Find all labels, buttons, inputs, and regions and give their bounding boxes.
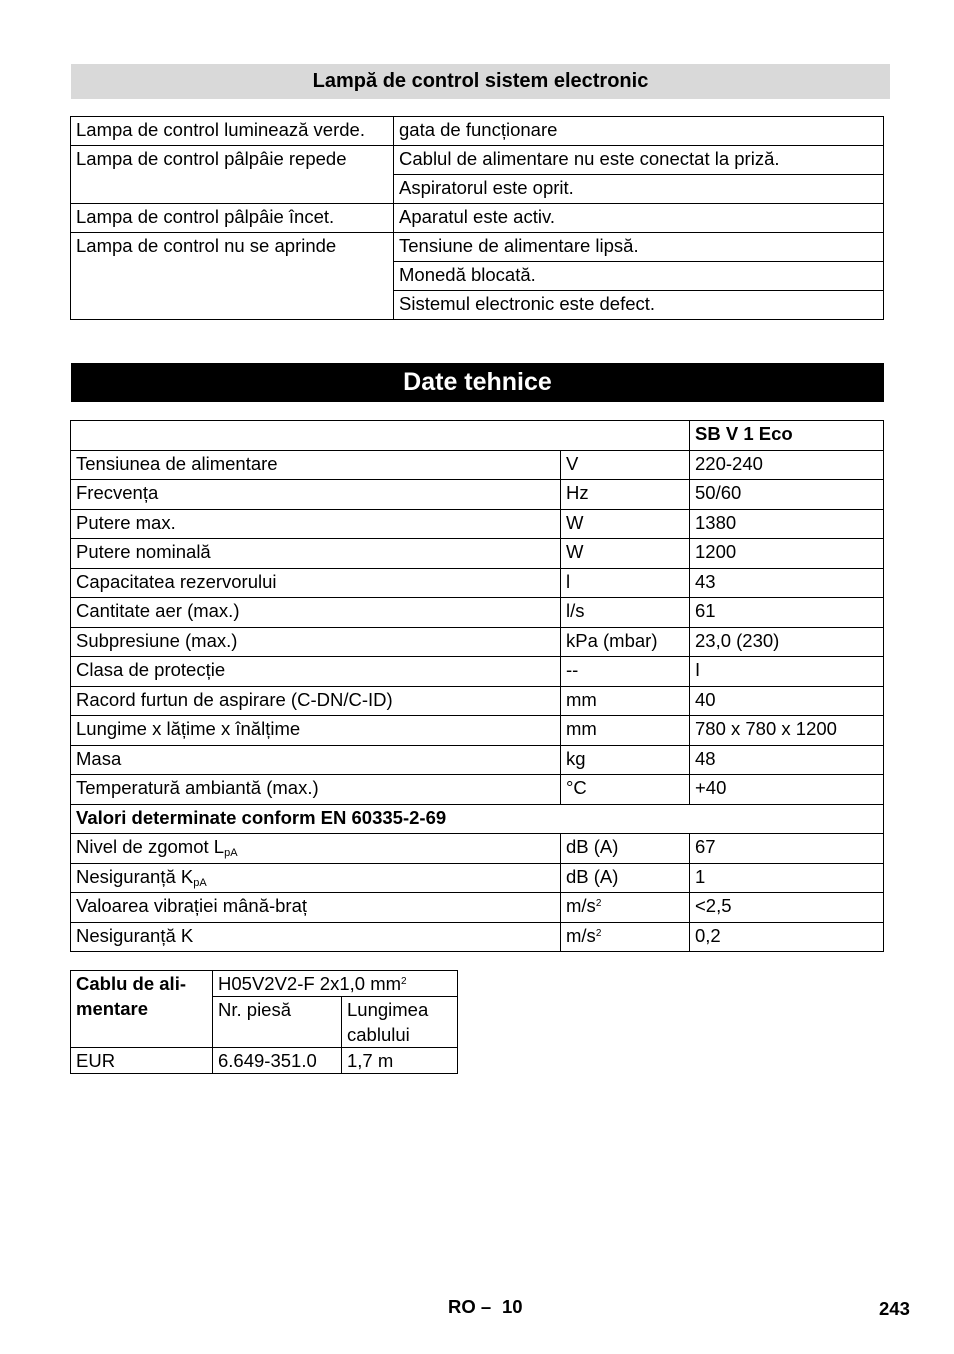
cable-label: Cablu de ali- mentare bbox=[71, 971, 213, 1048]
param-unit: dB (A) bbox=[561, 863, 690, 893]
param-value: +40 bbox=[690, 775, 884, 805]
model-name: SB V 1 Eco bbox=[690, 421, 884, 451]
lamp-meaning: Sistemul electronic este defect. bbox=[394, 291, 884, 320]
param-unit: dB (A) bbox=[561, 834, 690, 864]
table-row bbox=[71, 657, 884, 687]
table-row bbox=[71, 893, 884, 923]
param-name: Putere nominală bbox=[71, 539, 561, 569]
table-row bbox=[71, 922, 884, 952]
table-row bbox=[71, 117, 884, 146]
param-value: 61 bbox=[690, 598, 884, 628]
param-value: 1380 bbox=[690, 509, 884, 539]
param-value: 50/60 bbox=[690, 480, 884, 510]
cable-length: 1,7 m bbox=[342, 1048, 458, 1074]
param-name: Nivel de zgomot $L_{pA}$ bbox=[71, 834, 561, 864]
param-value: 0,2 bbox=[690, 922, 884, 952]
param-value: <2,5 bbox=[690, 893, 884, 923]
cable-region: EUR bbox=[71, 1048, 213, 1074]
table-subheader-row bbox=[71, 804, 884, 834]
table-row bbox=[71, 233, 884, 262]
param-name: Temperatură ambiantă (max.) bbox=[71, 775, 561, 805]
table-row bbox=[71, 204, 884, 233]
param-value: 220-240 bbox=[690, 450, 884, 480]
lamp-meaning: Aparatul este activ. bbox=[394, 204, 884, 233]
col-part-number: Nr. piesă bbox=[213, 997, 342, 1048]
param-value: 23,0 (230) bbox=[690, 627, 884, 657]
param-name: Lungime x lățime x înălțime bbox=[71, 716, 561, 746]
table-row bbox=[71, 716, 884, 746]
param-name: Nesiguranță K bbox=[71, 922, 561, 952]
param-name: Capacitatea rezervorului bbox=[71, 568, 561, 598]
lamp-state: Lampa de control luminează verde. bbox=[71, 117, 394, 146]
param-name: Frecvența bbox=[71, 480, 561, 510]
param-value: 67 bbox=[690, 834, 884, 864]
param-value: 48 bbox=[690, 745, 884, 775]
table-row bbox=[71, 971, 458, 997]
lamp-state: Lampa de control pâlpâie încet. bbox=[71, 204, 394, 233]
empty-header-cell bbox=[71, 421, 690, 451]
spec-rows bbox=[71, 450, 884, 804]
param-unit: Hz bbox=[561, 480, 690, 510]
table-row bbox=[71, 539, 884, 569]
table-row bbox=[71, 775, 884, 805]
param-name: Valoarea vibrației mână-braț bbox=[71, 893, 561, 923]
param-unit: -- bbox=[561, 657, 690, 687]
param-name: Clasa de protecție bbox=[71, 657, 561, 687]
table-row bbox=[71, 598, 884, 628]
param-unit: $m/s^2$ bbox=[561, 893, 690, 923]
table-row bbox=[71, 863, 884, 893]
table-row bbox=[71, 686, 884, 716]
table-row bbox=[71, 745, 884, 775]
param-unit: V bbox=[561, 450, 690, 480]
control-lamp-table bbox=[70, 116, 884, 320]
param-name: Tensiunea de alimentare bbox=[71, 450, 561, 480]
param-unit: kg bbox=[561, 745, 690, 775]
lamp-state: Lampa de control nu se aprinde bbox=[71, 233, 394, 320]
section-title-technical-data: Date tehnice bbox=[71, 363, 884, 402]
lamp-meaning: Cablul de alimentare nu este conectat la priză. bbox=[394, 146, 884, 175]
param-value: 40 bbox=[690, 686, 884, 716]
param-name: Racord furtun de aspirare (C-DN/C-ID) bbox=[71, 686, 561, 716]
table-row bbox=[71, 627, 884, 657]
param-name: Putere max. bbox=[71, 509, 561, 539]
footer-language: RO – bbox=[448, 1296, 492, 1317]
lamp-meaning: Monedă blocată. bbox=[394, 262, 884, 291]
param-unit: W bbox=[561, 539, 690, 569]
standards-subheader: Valori determinate conform EN 60335-2-69 bbox=[71, 804, 884, 834]
param-unit: mm bbox=[561, 686, 690, 716]
page-number: 243 bbox=[879, 1298, 910, 1319]
param-unit: l bbox=[561, 568, 690, 598]
table-row bbox=[71, 146, 884, 175]
table-row bbox=[71, 450, 884, 480]
table-header-row bbox=[71, 421, 884, 451]
table-row bbox=[71, 568, 884, 598]
param-name: Nesiguranță $K_{pA}$ bbox=[71, 863, 561, 893]
param-unit: W bbox=[561, 509, 690, 539]
param-name: Cantitate aer (max.) bbox=[71, 598, 561, 628]
param-unit: mm bbox=[561, 716, 690, 746]
section-title-control-lamp: Lampă de control sistem electronic bbox=[71, 64, 890, 99]
param-value: 1 bbox=[690, 863, 884, 893]
technical-data-table bbox=[70, 420, 884, 952]
param-name: Masa bbox=[71, 745, 561, 775]
param-unit: kPa (mbar) bbox=[561, 627, 690, 657]
param-name: Subpresiune (max.) bbox=[71, 627, 561, 657]
cable-part-number: 6.649-351.0 bbox=[213, 1048, 342, 1074]
param-unit: °C bbox=[561, 775, 690, 805]
power-cable-table bbox=[70, 970, 458, 1074]
footer-section-page: 10 bbox=[502, 1296, 523, 1317]
table-row bbox=[71, 509, 884, 539]
param-unit: l/s bbox=[561, 598, 690, 628]
param-value: 43 bbox=[690, 568, 884, 598]
col-cable-length: Lungimea cablului bbox=[342, 997, 458, 1048]
table-row bbox=[71, 834, 884, 864]
param-value: 1200 bbox=[690, 539, 884, 569]
table-row bbox=[71, 480, 884, 510]
lamp-meaning: gata de funcționare bbox=[394, 117, 884, 146]
table-row bbox=[71, 1048, 458, 1074]
lamp-meaning: Aspiratorul este oprit. bbox=[394, 175, 884, 204]
param-value: I bbox=[690, 657, 884, 687]
lamp-state: Lampa de control pâlpâie repede bbox=[71, 146, 394, 204]
param-value: 780 x 780 x 1200 bbox=[690, 716, 884, 746]
cable-type: H05V2V2-F 2x1,0 $mm^2$ bbox=[213, 971, 458, 997]
lamp-meaning: Tensiune de alimentare lipsă. bbox=[394, 233, 884, 262]
param-unit: $m/s^2$ bbox=[561, 922, 690, 952]
